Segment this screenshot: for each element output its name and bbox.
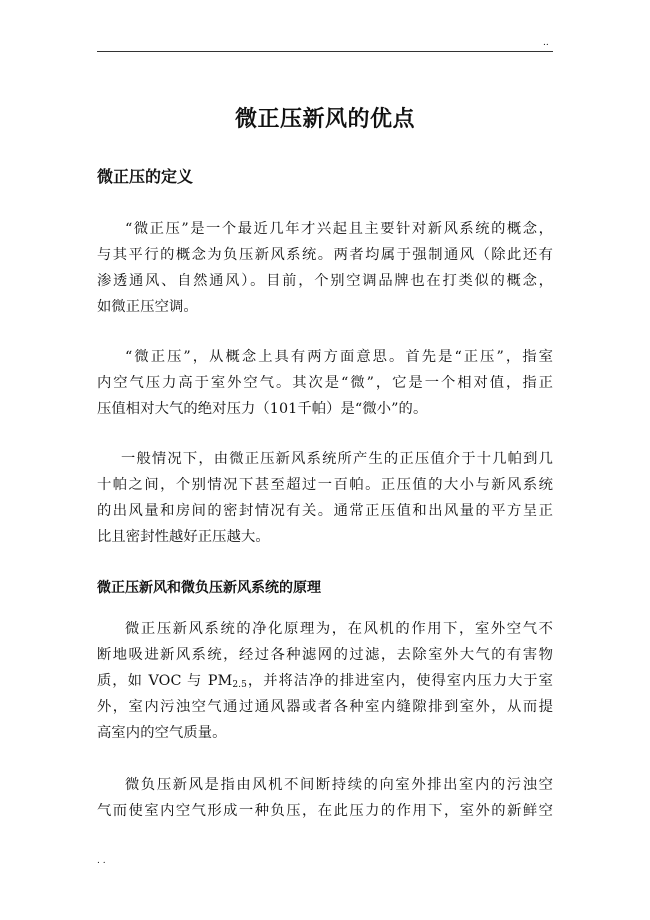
- text-line: 高室内的空气质量。: [97, 725, 227, 741]
- section-heading-principle: 微正压新风和微负压新风系统的原理: [97, 580, 321, 596]
- pm-subscript: 2.5: [232, 680, 247, 690]
- text-line: 如微正压空调。: [97, 299, 198, 315]
- text-line: 十帕之间，个别情况下甚至超过一百帕。正压值的大小与新风系统: [97, 477, 553, 493]
- header-mark: ..: [543, 38, 549, 48]
- header-rule: [97, 51, 553, 52]
- page-title: 微正压新风的优点: [234, 107, 415, 132]
- text-line: 微负压新风是指由风机不间断持续的向室外排出室内的污浊空: [125, 777, 553, 793]
- paragraph-principle-2: [97, 772, 553, 824]
- text-line: 微正压新风系统的净化原理为，在风机的作用下，室外空气不: [125, 621, 553, 637]
- paragraph-definition-3: [97, 446, 553, 550]
- text-line: 与其平行的概念为负压新风系统。两者均属于强制通风（除此还有: [97, 247, 553, 263]
- section-heading-definition: 微正压的定义: [97, 167, 194, 186]
- text-line: “微正压”是一个最近几年才兴起且主要针对新风系统的概念，: [125, 221, 553, 237]
- text-line: “微正压”，从概念上具有两方面意思。首先是“正压”，指室: [125, 349, 553, 365]
- text-line: 压值相对大气的绝对压力（101千帕）是“微小”的。: [97, 401, 428, 417]
- paragraph-definition-1: [97, 216, 553, 320]
- text-line: 断地吸进新风系统，经过各种滤网的过滤，去除室外大气的有害物: [97, 647, 553, 663]
- text-line: 一般情况下，由微正压新风系统所产生的正压值介于十几帕到几: [121, 451, 553, 467]
- text-line: 外，室内污浊空气通过通风器或者各种室内缝隙排到室外，从而提: [97, 699, 553, 715]
- text-line: 渗透通风、自然通风）。目前，个别空调品牌也在打类似的概念，: [97, 273, 553, 289]
- text-line-pm: [97, 668, 553, 694]
- text-line: 比且密封性越好正压越大。: [97, 529, 270, 545]
- paragraph-definition-2: [97, 344, 553, 422]
- text-line: 内空气压力高于室外空气。其次是“微”，它是一个相对值，指正: [97, 375, 553, 391]
- text-line: 气而使室内空气形成一种负压，在此压力的作用下，室外的新鲜空: [97, 803, 553, 819]
- text-fragment: ，并将洁净的排进室内，使得室内压力大于室: [246, 673, 554, 689]
- footer-mark: . .: [97, 856, 106, 866]
- paragraph-principle-1: [97, 616, 553, 746]
- text-fragment: 质，如 VOC 与 PM: [97, 673, 233, 689]
- text-line: 的出风量和房间的密封情况有关。通常正压值和出风量的平方呈正: [97, 503, 553, 519]
